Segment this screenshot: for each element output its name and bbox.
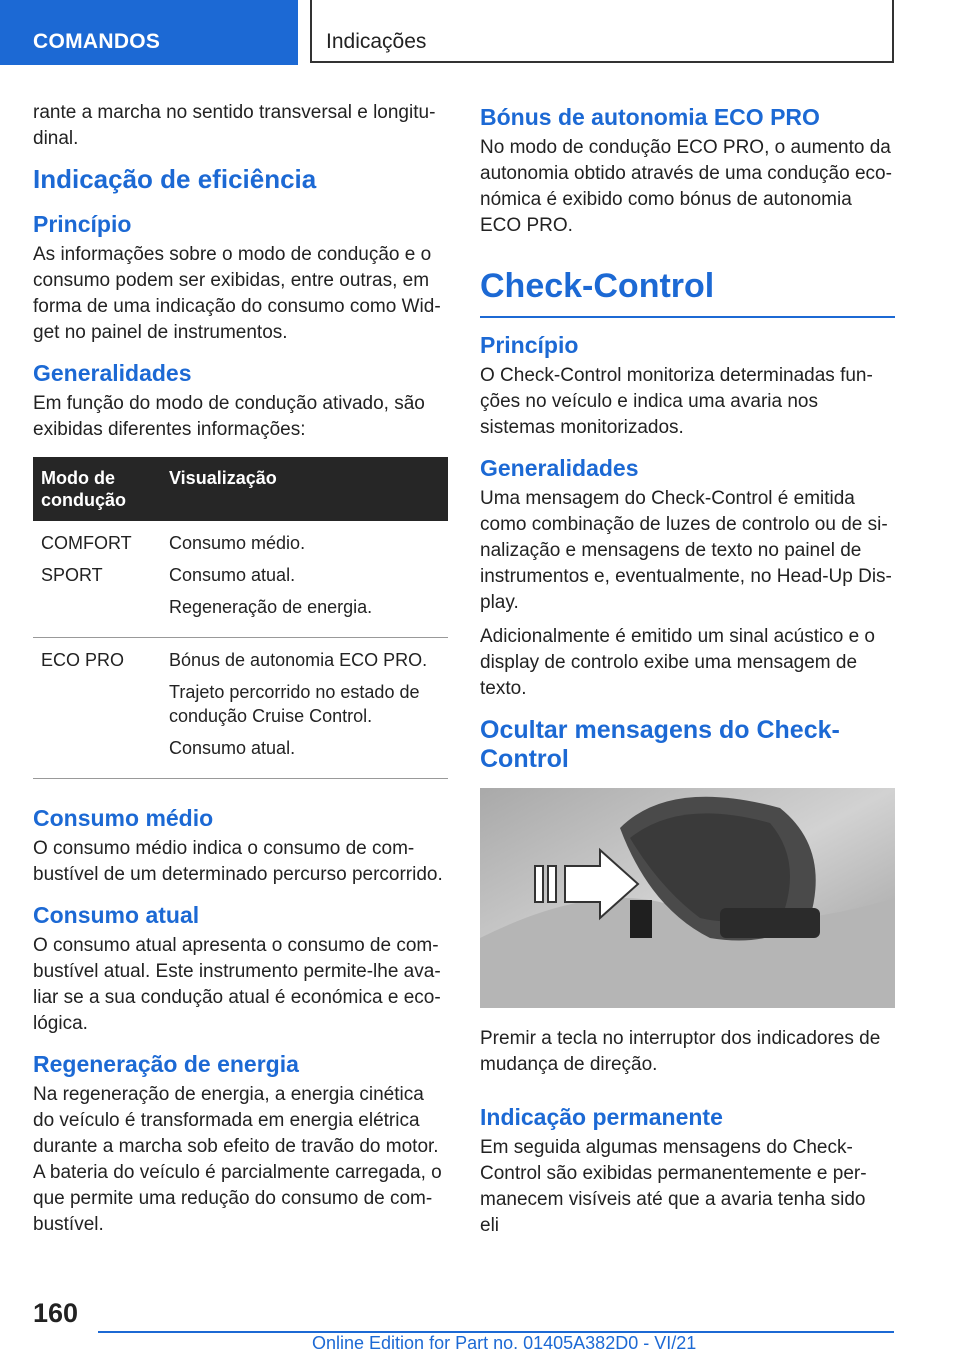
general-text: Em função do modo de condução ativado, são exibidas diferentes informações: (33, 393, 425, 440)
heading-check-control: Check-Control (480, 267, 895, 318)
right-column (480, 100, 895, 1247)
regeneration-text: Na regeneração de energia, a energia cinética do veículo é transformada em energia elétrica durante a marcha sob efeito de travão do motor. A bateria do veículo é parcialmente carregada, o que permite uma redução do consumo de combustível. (33, 1084, 442, 1235)
heading-general: Generalidades (33, 360, 192, 386)
avg-consumption-text: O consumo médio indica o consumo de combustível de um determinado percurso percorrido. (33, 838, 443, 885)
cc-principle-text: O Check-Control monitoriza determinadas funções no veículo e indica uma avaria nos sistemas monitorizados. (480, 365, 873, 438)
heading-eco-bonus: Bónus de autonomia ECO PRO (480, 104, 820, 130)
heading-efficiency: Indicação de eficiência (33, 164, 317, 194)
display-item: Consumo atual. (169, 565, 296, 585)
mode-comfort: COMFORT (41, 533, 132, 553)
table-header-display: Visualização (161, 457, 448, 521)
heading-cc-principle: Princípio (480, 332, 579, 358)
heading-cc-general: Generalidades (480, 455, 639, 481)
page-number: 160 (33, 1298, 79, 1328)
current-consumption-text: O consumo atual apresenta o consumo de combustível atual. Este instrumento permite-lhe avaliar se a sua condução atual é económica e ecológica. (33, 935, 441, 1034)
turn-signal-stalk-photo (480, 788, 895, 1008)
table-cell-mode (33, 638, 161, 779)
display-item: Bónus de autonomia ECO PRO. (169, 650, 428, 670)
table-header-mode: Modo de condução (33, 457, 161, 521)
principle-text: As informações sobre o modo de condução e o consumo podem ser exibidas, entre outras, em forma de uma indicação do consumo como Widget no painel de instrumentos. (33, 244, 441, 343)
heading-principle: Princípio (33, 211, 132, 237)
heading-permanent: Indicação permanente (480, 1104, 723, 1130)
display-item: Regeneração de energia. (169, 597, 373, 617)
table-cell-display (161, 638, 448, 779)
cc-general-text-2: Adicionalmente é emitido um sinal acústico e o display de controlo exibe uma mensagem de texto. (480, 626, 875, 699)
hide-messages-text: Premir a tecla no interruptor dos indicadores de mudança de direção. (480, 1028, 881, 1075)
heading-hide-messages: Ocultar mensagens do Check-Control (480, 716, 840, 773)
heading-avg-consumption: Consumo médio (33, 805, 214, 831)
eco-bonus-text: No modo de condução ECO PRO, o aumento da autonomia obtido através de uma condução económica é exibido como bónus de autonomia ECO PRO. (480, 137, 892, 236)
table-row (33, 521, 448, 638)
display-item: Consumo atual. (169, 738, 296, 758)
cc-general-text-1: Uma mensagem do Check-Control é emitida como combinação de luzes de controlo ou de sinalização e mensagens de texto no painel de instrumentos e, eventualmente, no Head-Up Display. (480, 488, 892, 613)
mode-table (33, 457, 448, 779)
table-cell-display (161, 521, 448, 638)
display-item: Trajeto percorrido no estado de condução Cruise Control. (169, 682, 420, 726)
mode-eco-pro: ECO PRO (41, 650, 125, 670)
subsection-title: Indicações (326, 30, 427, 53)
mode-sport: SPORT (41, 565, 103, 585)
table-cell-mode (33, 521, 161, 638)
edition-text: Online Edition for Part no. 01405A382D0 - VI/21 (312, 1333, 697, 1353)
stalk-illustration (480, 788, 895, 1008)
left-column (33, 100, 448, 1246)
section-title: COMANDOS (33, 30, 161, 53)
subsection-tab (310, 0, 894, 63)
intro-text: rante a marcha no sentido transversal e longitudinal. (33, 102, 436, 149)
display-item: Consumo médio. (169, 533, 306, 553)
permanent-text: Em seguida algumas mensagens do Check-Control são exibidas permanentemente e permanecem visíveis até que a avaria tenha sido eli (480, 1137, 867, 1236)
heading-current-consumption: Consumo atual (33, 902, 200, 928)
heading-regeneration: Regeneração de energia (33, 1051, 299, 1077)
table-row (33, 638, 448, 779)
section-tab (0, 0, 298, 65)
